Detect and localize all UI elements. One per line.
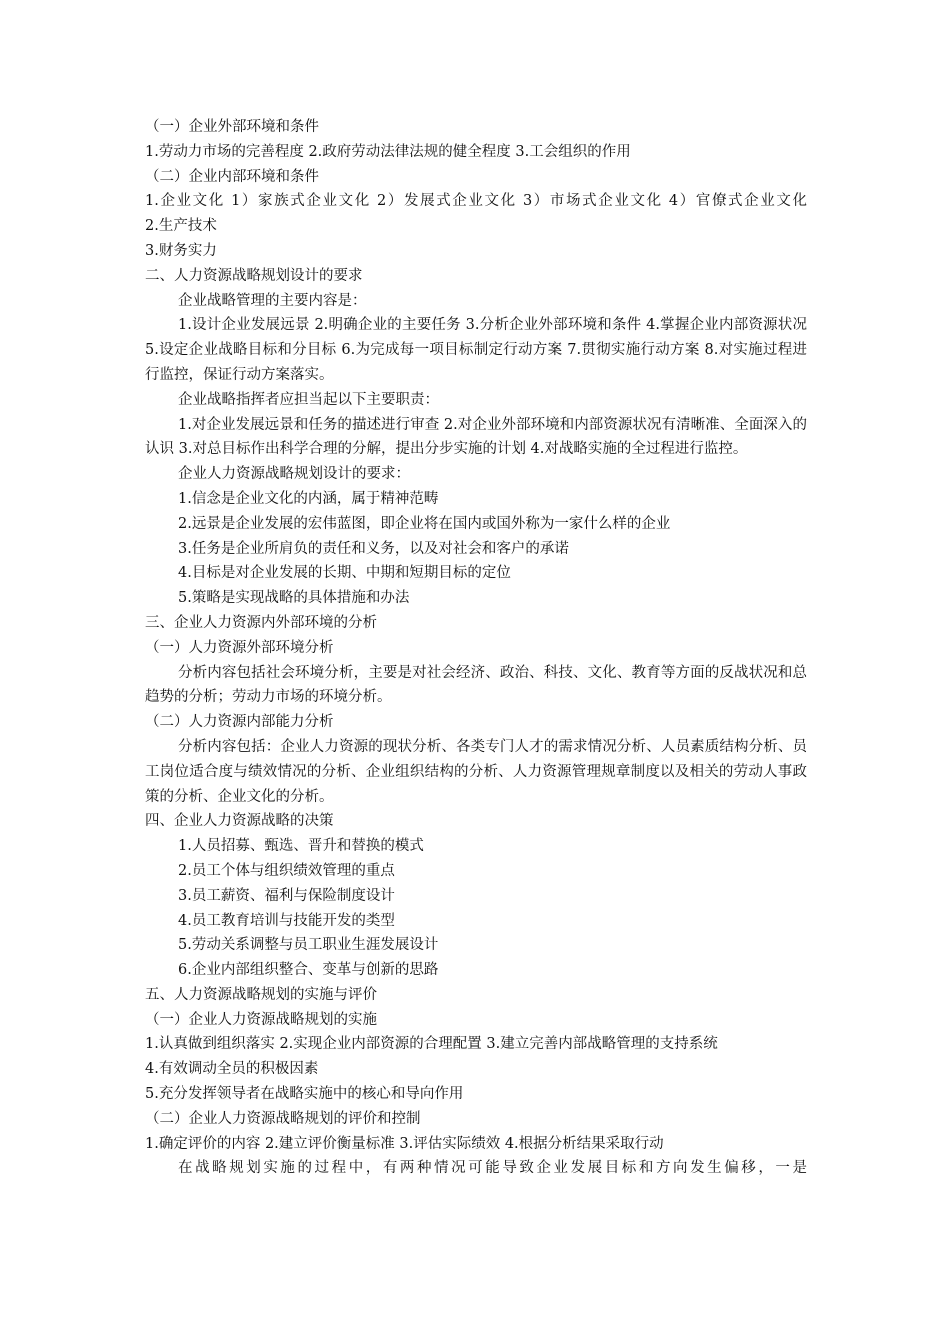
text-line-n4: 3.任务是企业所肩负的责任和义务，以及对社会和客户的承诺 — [178, 540, 569, 557]
document-body — [145, 115, 807, 1181]
paragraph-strategy-content: 1.设计企业发展远景 2.明确企业的主要任务 3.分析企业外部环境和条件 4.掌握企业内部资源状况 5.设定企业战略目标和分目标 6.为完成每一项目标制定行动方案 7.贯彻实施行动方案 8.对实施过程进行监控，保证行动方案落实。 — [145, 317, 807, 383]
section-block-1 — [145, 115, 807, 313]
text-line-l1: （一）企业外部环境和条件 — [145, 119, 319, 135]
text-line-p12: 5.充分发挥领导者在战略实施中的核心和导向作用 — [145, 1086, 464, 1103]
text-line-p1: 四、企业人力资源战略的决策 — [145, 813, 334, 830]
text-line-p10: 1.认真做到组织落实 2.实现企业内部资源的合理配置 3.建立完善内部战略管理的支持系统 — [145, 1036, 718, 1053]
paragraph-internal-analysis: 分析内容包括：企业人力资源的现状分析、各类专门人才的需求情况分析、人员素质结构分析、员工岗位适合度与绩效情况的分析、企业组织结构的分析、人力资源管理规章制度以及相关的劳动人事政策的分析、企业文化的分析。 — [145, 738, 807, 805]
text-line-l5: 2.生产技术 — [145, 218, 217, 235]
section-block-5 — [145, 809, 807, 1156]
text-line-p7: 6.企业内部组织整合、变革与创新的思路 — [178, 962, 439, 979]
text-line-p6: 5.劳动关系调整与员工职业生涯发展设计 — [178, 937, 439, 954]
paragraph-commander-duties: 1.对企业发展远景和任务的描述进行审查 2.对企业外部环境和内部资源状况有清晰准、全面深入的认识 3.对总目标作出科学合理的分解，提出分步实施的计划 4.对战略实施的全过程进行监控。 — [145, 416, 807, 458]
text-line-n8: （一）人力资源外部环境分析 — [145, 639, 334, 656]
text-line-p11: 4.有效调动全员的积极因素 — [145, 1061, 319, 1078]
text-line-l4: 1.企业文化 1）家族式企业文化 2）发展式企业文化 3）市场式企业文化 4）官僚式企业文化 — [145, 193, 807, 210]
text-line-p5: 4.员工教育培训与技能开发的类型 — [178, 912, 395, 929]
text-line-n6: 5.策略是实现战略的具体措施和办法 — [178, 590, 410, 607]
text-line-l2: 1.劳动力市场的完善程度 2.政府劳动法律法规的健全程度 3.工会组织的作用 — [145, 143, 631, 160]
text-line-l7: 二、人力资源战略规划设计的要求 — [145, 267, 363, 284]
text-line-p14: 1.确定评价的内容 2.建立评价衡量标准 3.评估实际绩效 4.根据分析结果采取行动 — [145, 1135, 664, 1152]
text-line-p8: 五、人力资源战略规划的实施与评价 — [145, 986, 377, 1003]
section-block-3 — [145, 462, 807, 660]
text-line-n3: 2.远景是企业发展的宏伟蓝图，即企业将在国内或国外称为一家什么样的企业 — [178, 515, 671, 532]
text-line-l8: 企业战略管理的主要内容是： — [178, 292, 367, 309]
paragraph-deviation: 在战略规划实施的过程中，有两种情况可能导致企业发展目标和方向发生偏移，一是 — [178, 1160, 807, 1177]
section-block-4 — [145, 710, 807, 735]
text-line-p4: 3.员工薪资、福利与保险制度设计 — [178, 887, 395, 904]
section-block-2 — [145, 388, 807, 413]
text-line-o1: （二）人力资源内部能力分析 — [145, 714, 334, 731]
text-line-n7: 三、企业人力资源内外部环境的分析 — [145, 614, 377, 631]
text-line-p3: 2.员工个体与组织绩效管理的重点 — [178, 862, 395, 879]
text-line-n1: 企业人力资源战略规划设计的要求： — [178, 466, 410, 483]
text-line-p9: （一）企业人力资源战略规划的实施 — [145, 1011, 377, 1028]
text-line-n2: 1.信念是企业文化的内涵，属于精神范畴 — [178, 490, 439, 507]
paragraph-external-analysis: 分析内容包括社会环境分析，主要是对社会经济、政治、科技、文化、教育等方面的反战状况和总趋势的分析；劳动力市场的环境分析。 — [145, 664, 807, 706]
text-line-l6: 3.财务实力 — [145, 242, 217, 259]
text-line-l3: （二）企业内部环境和条件 — [145, 168, 319, 185]
text-line-p2: 1.人员招募、甄选、晋升和替换的模式 — [178, 838, 424, 855]
text-line-m1: 企业战略指挥者应担当起以下主要职责： — [178, 391, 439, 408]
text-line-p13: （二）企业人力资源战略规划的评价和控制 — [145, 1110, 421, 1127]
text-line-n5: 4.目标是对企业发展的长期、中期和短期目标的定位 — [178, 565, 511, 582]
